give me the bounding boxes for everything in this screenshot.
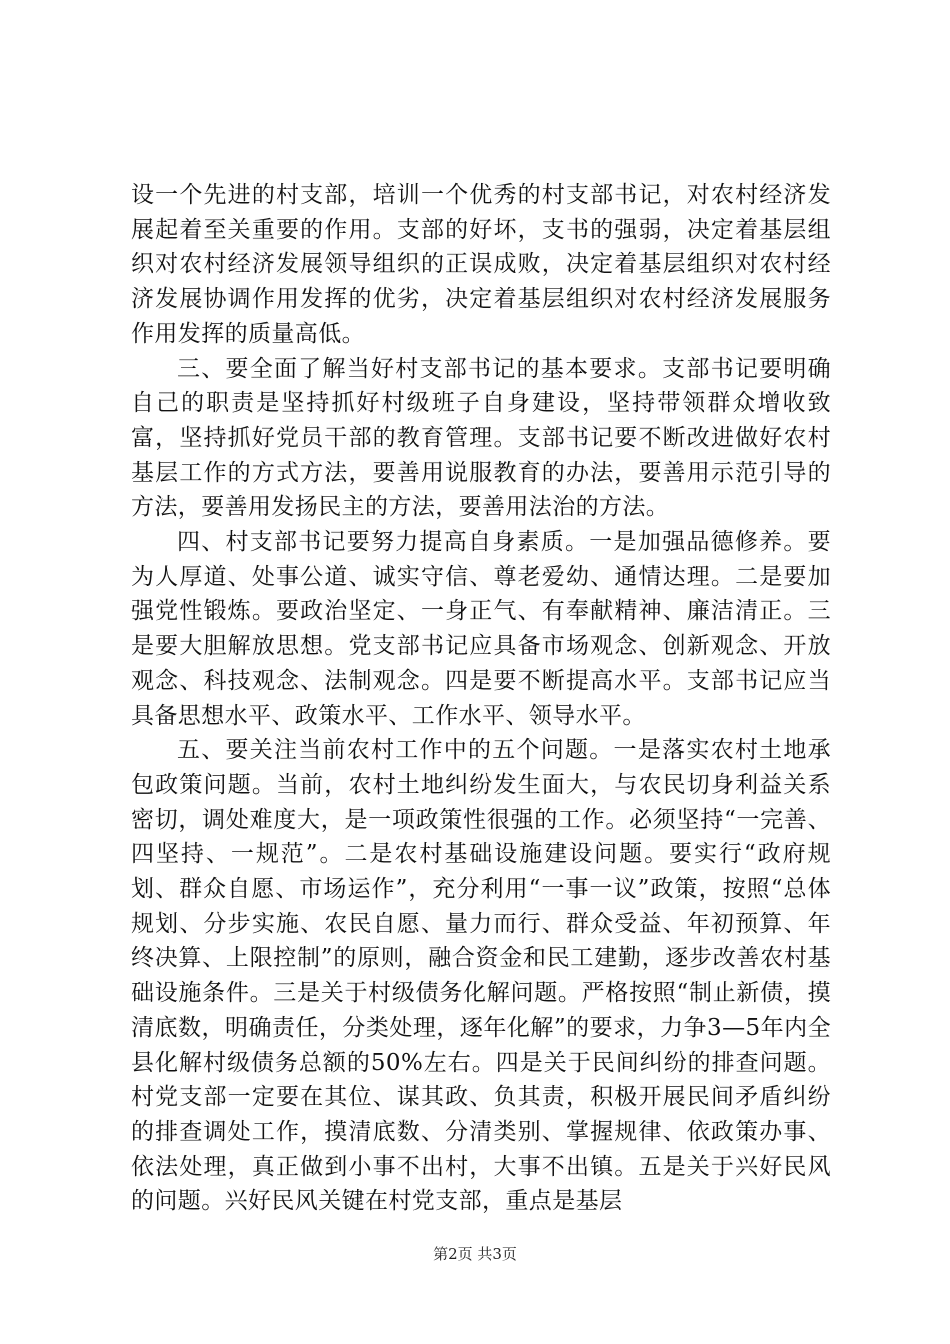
paragraph-section-5: 五、要关注当前农村工作中的五个问题。一是落实农村土地承包政策问题。当前，农村土地纠纷发生面大，与农民切身利益关系密切，调处难度大，是一项政策性很强的工作。必须坚持“一完善、四坚持、一规范”。二是农村基础设施建设问题。要实行“政府规划、群众自愿、市场运作”，充分利用“一事一议”政策，按照“总体规划、分步实施、农民自愿、量力而行、群众受益、年初预算、年终决算、上限控制”的原则，融合资金和民工建勤，逐步改善农村基础设施条件。三是关于村级债务化解问题。严格按照“制止新债，摸清底数，明确责任，分类处理，逐年化解”的要求，力争3—5年内全县化解村级债务总额的50%左右。四是关于民间纠纷的排查问题。村党支部一定要在其位、谋其政、负其责，积极开展民间矛盾纠纷的排查调处工作，摸清底数、分清类别、掌握规律、依政策办事、依法处理，真正做到小事不出村，大事不出镇。五是关于兴好民风的问题。兴好民风关键在村党支部，重点是基层 [131,737,831,1215]
page-footer: 第2页 共3页 [433,1245,517,1263]
document-body [131,178,831,1219]
paragraph-section-3: 三、要全面了解当好村支部书记的基本要求。支部书记要明确自己的职责是坚持抓好村级班子自身建设，坚持带领群众增收致富，坚持抓好党员干部的教育管理。支部书记要不断改进做好农村基层工作的方式方法，要善用说服教育的办法，要善用示范引导的方法，要善用发扬民主的方法，要善用法治的方法。 [131,355,831,521]
paragraph-section-4: 四、村支部书记要努力提高自身素质。一是加强品德修养。要为人厚道、处事公道、诚实守信、尊老爱幼、通情达理。二是要加强党性锻炼。要政治坚定、一身正气、有奉献精神、廉洁清正。三是要大胆解放思想。党支部书记应具备市场观念、创新观念、开放观念、科技观念、法制观念。四是要不断提高水平。支部书记应当具备思想水平、政策水平、工作水平、领导水平。 [131,529,831,729]
paragraph-continuation: 设一个先进的村支部，培训一个优秀的村支部书记，对农村经济发展起着至关重要的作用。支部的好坏，支书的强弱，决定着基层组织对农村经济发展领导组织的正误成败，决定着基层组织对农村经济发展协调作用发挥的优劣，决定着基层组织对农村经济发展服务作用发挥的质量高低。 [131,182,831,347]
